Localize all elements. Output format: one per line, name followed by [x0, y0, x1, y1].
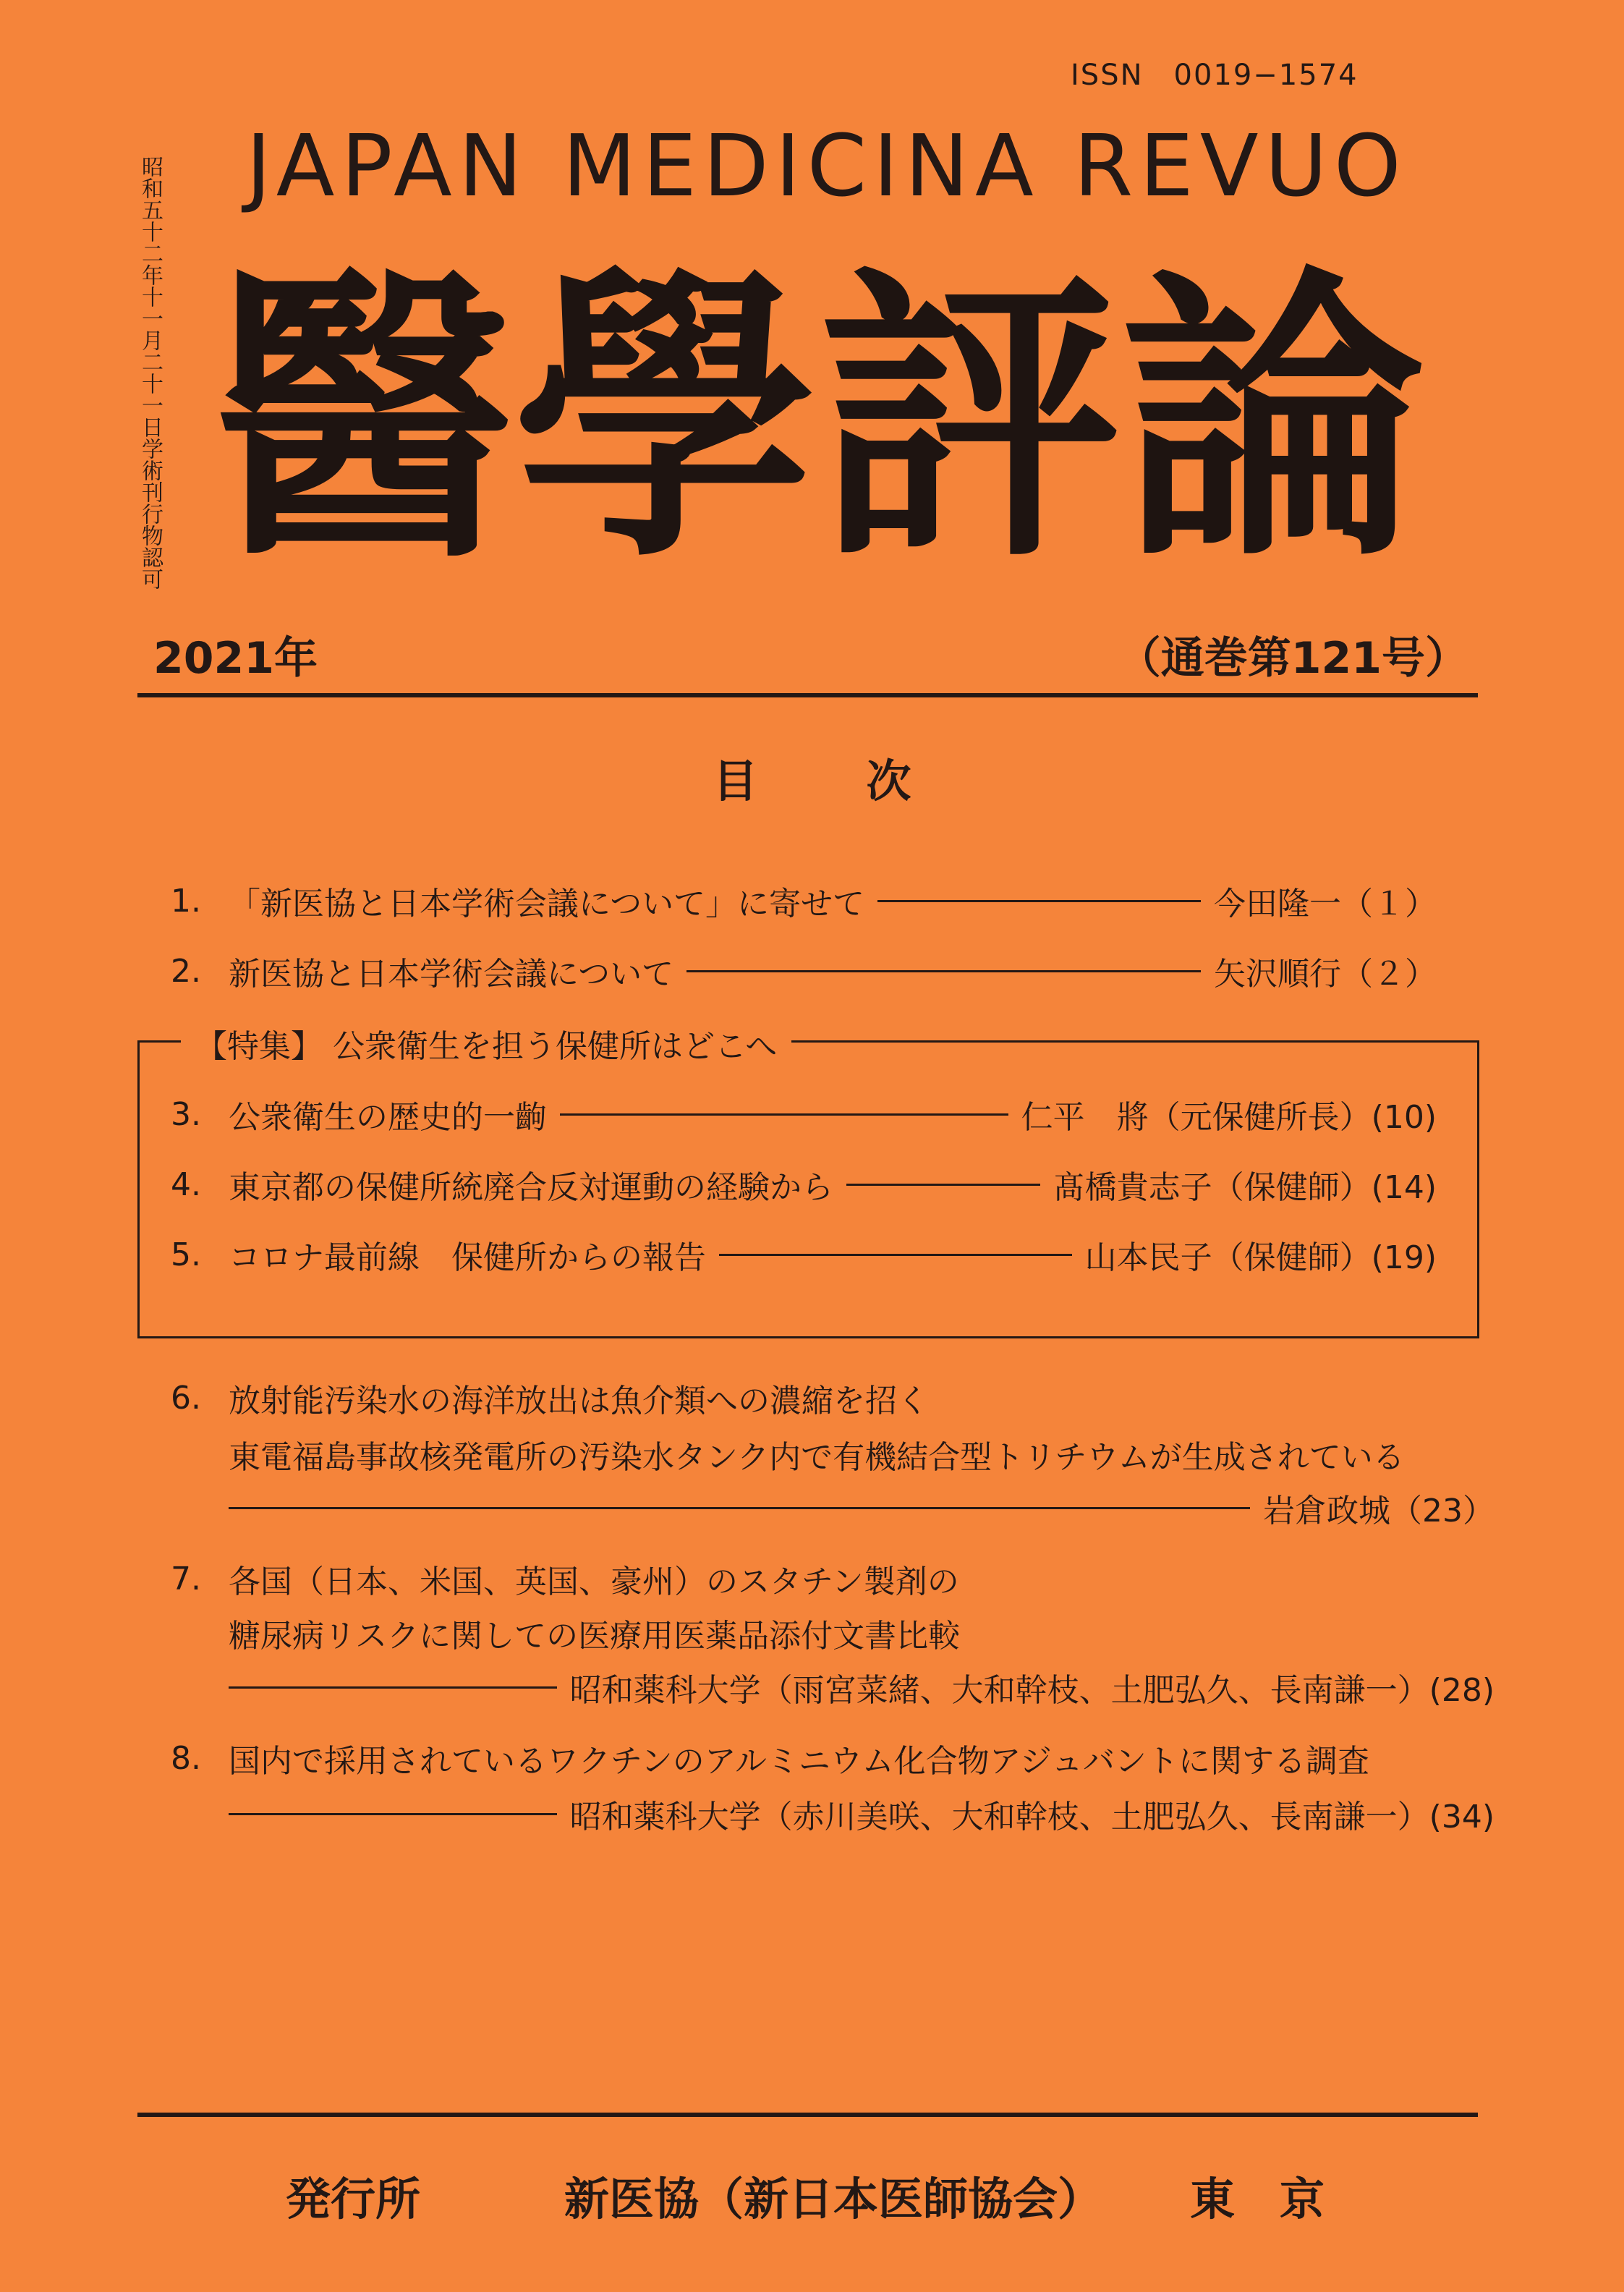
toc-item-title: 公衆衛生の歴史的一齣: [229, 1099, 547, 1136]
toc-item-number: 5.: [171, 1236, 201, 1273]
toc-item-7-subtitle: [171, 1610, 1495, 1656]
toc-item-6-author-line: [171, 1485, 1495, 1531]
toc-item-1[interactable]: [171, 878, 1437, 924]
publisher-name: 新医協（新日本医師協会）: [564, 2173, 1103, 2225]
toc-item-2[interactable]: [171, 948, 1437, 994]
issue-year: 2021年: [153, 633, 318, 684]
feature-label: 【特集】 公衆衛生を担う保健所はどこへ: [181, 1020, 791, 1066]
toc-item-number: 2.: [171, 952, 201, 990]
leader-line: [686, 970, 1201, 972]
toc-item-title: 放射能汚染水の海洋放出は魚介類への濃縮を招く: [229, 1383, 929, 1419]
leader-line: [229, 1813, 557, 1815]
issue-volume: （通巻第121号）: [1117, 633, 1468, 684]
leader-line: [877, 900, 1201, 902]
japanese-title-logo: [210, 241, 1425, 598]
toc-item-title: 新医協と日本学術会議について: [229, 956, 674, 993]
toc-item-title: 「新医協と日本学術会議について」に寄せて: [229, 886, 865, 922]
toc-item-8-author-line: [171, 1791, 1495, 1837]
toc-item-4[interactable]: [171, 1161, 1437, 1207]
issn-number: ISSN 0019−1574: [1071, 59, 1359, 92]
leader-line: [229, 1507, 1250, 1509]
toc-item-subtitle: 東電福島事故核発電所の汚染水タンク内で有機結合型トリチウムが生成されている: [229, 1439, 1405, 1476]
toc-heading: 目次: [713, 755, 1020, 807]
toc-item-author: 矢沢順行（２）: [1214, 956, 1437, 993]
leader-line: [846, 1184, 1040, 1186]
toc-item-author: 昭和薬科大学（赤川美咲、大和幹枝、土肥弘久、長南謙一）(34): [569, 1799, 1495, 1835]
toc-item-title: 国内で採用されているワクチンのアルミニウム化合物アジュバントに関する調査: [229, 1743, 1369, 1780]
toc-item-author: 仁平 將（元保健所長）(10): [1021, 1099, 1437, 1136]
toc-item-8[interactable]: [171, 1735, 1437, 1781]
toc-item-author: 髙橋貴志子（保健師）(14): [1053, 1169, 1437, 1206]
english-title: JAPAN MEDICINA REVUO: [246, 116, 1408, 216]
title-char-2: 學: [514, 241, 817, 598]
toc-item-subtitle: 糖尿病リスクに関しての医療用医薬品添付文書比較: [229, 1618, 961, 1655]
title-char-3: 評: [817, 241, 1121, 598]
toc-item-author: 今田隆一（１）: [1214, 886, 1437, 922]
toc-item-number: 1.: [171, 882, 201, 920]
toc-item-5[interactable]: [171, 1231, 1437, 1278]
toc-item-number: 8.: [171, 1739, 201, 1777]
toc-item-6-subtitle: [171, 1431, 1495, 1477]
toc-item-title: 各国（日本、米国、英国、豪州）のスタチン製剤の: [229, 1563, 959, 1600]
toc-item-number: 3.: [171, 1095, 201, 1133]
toc-item-title: 東京都の保健所統廃合反対運動の経験から: [229, 1169, 833, 1206]
publisher-label: 発行所: [286, 2173, 421, 2225]
toc-item-number: 6.: [171, 1379, 201, 1417]
header-rule: [137, 693, 1478, 697]
title-char-1: 醫: [210, 241, 514, 598]
toc-item-title: コロナ最前線 保健所からの報告: [229, 1239, 706, 1276]
footer-rule: [137, 2113, 1478, 2117]
leader-line: [560, 1113, 1008, 1116]
toc-item-number: 4.: [171, 1166, 201, 1203]
toc-item-author: 昭和薬科大学（雨宮菜緒、大和幹枝、土肥弘久、長南謙一）(28): [569, 1672, 1495, 1709]
toc-item-6[interactable]: [171, 1375, 1437, 1421]
toc-item-author: 山本民子（保健師）(19): [1084, 1239, 1437, 1276]
toc-item-7[interactable]: [171, 1555, 1437, 1602]
toc-item-7-author-line: [171, 1664, 1495, 1710]
title-char-4: 論: [1121, 241, 1425, 598]
leader-line: [719, 1254, 1072, 1256]
permit-note: 昭和五十二年十一月二十一日学術刊行物認可: [137, 156, 163, 590]
leader-line: [229, 1686, 557, 1689]
toc-item-number: 7.: [171, 1560, 201, 1597]
toc-item-author: 岩倉政城（23）: [1263, 1493, 1495, 1529]
publisher-city: 東 京: [1190, 2173, 1325, 2225]
toc-item-3[interactable]: [171, 1091, 1437, 1137]
